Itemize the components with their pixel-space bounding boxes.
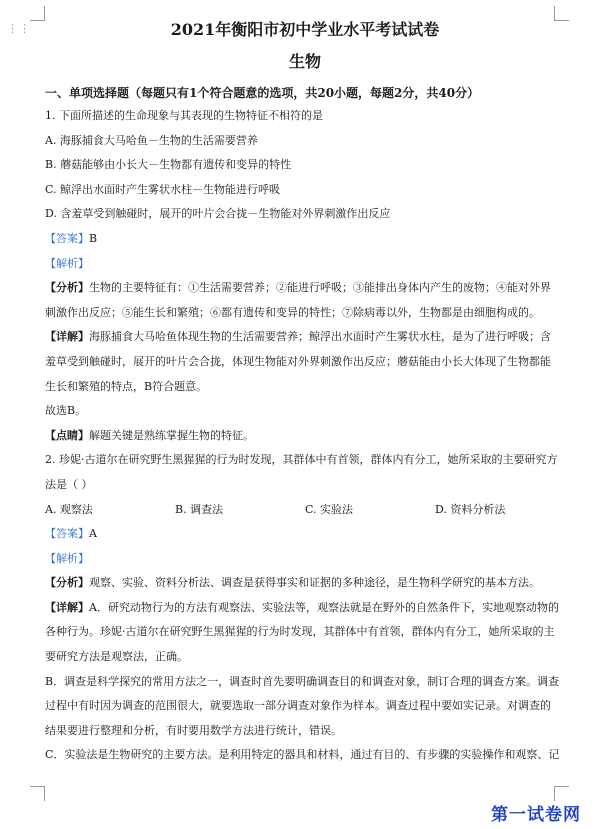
- document-page: [45, 14, 565, 768]
- q2-stem-line-1: 2. 珍妮·古道尔在研究野生黑猩猩的行为时发现，其群体中有首领，群体内有分工，她所采取的主要研究方: [45, 453, 558, 467]
- xiangjie-label: 【详解】: [45, 600, 89, 614]
- site-watermark: 第一试卷网: [491, 805, 581, 825]
- q2-fenxi: [45, 571, 565, 596]
- answer-value: B: [89, 231, 98, 245]
- page-title: 2021年衡阳市初中学业水平考试试卷: [170, 20, 440, 39]
- q2-answer: [45, 522, 565, 547]
- fenxi-label: 【分析】: [45, 281, 89, 295]
- xiangjie-text: 海豚捕食大马哈鱼体现生物的生活需要营养；鲸浮出水面时产生雾状水柱，是为了进行呼吸；含: [89, 330, 551, 344]
- q2-option-c: C. 实验法: [305, 502, 354, 516]
- crop-mark-bottom-right: [554, 786, 569, 801]
- q2-options: [45, 498, 565, 523]
- q1-answer: [45, 227, 565, 252]
- answer-value: A: [89, 527, 97, 541]
- q1-option-a: A. 海豚捕食大马哈鱼－生物的生活需要营养: [45, 133, 258, 147]
- q1-xiangjie-line-3: 生长和繁殖的特点，B符合题意。: [45, 379, 208, 393]
- crop-mark-bottom-left: [30, 786, 45, 801]
- q1-xiangjie-line-2: 羞草受到触碰时，展开的叶片会合拢，体现生物能对外界刺激作出反应；蘑菇能由小长大体现了生物都能: [45, 354, 551, 368]
- dianjing-label: 【点睛】: [45, 428, 89, 442]
- q2-stem-line-2: 法是（ ）: [45, 477, 93, 491]
- answer-label: 【答案】: [45, 527, 89, 541]
- q1-fenxi-line-1: [45, 276, 565, 301]
- q2-xiangjie-line-3: 要研究方法是观察法，正确。: [45, 650, 188, 664]
- fenxi-text: 生物的主要特征有：①生活需要营养；②能进行呼吸；③能排出身体内产生的废物；④能对外界: [89, 281, 551, 295]
- q1-analysis-label: 【解析】: [45, 256, 89, 270]
- q1-dianjing: [45, 424, 565, 449]
- section-heading: 一、单项选择题（每题只有1个符合题意的选项，共20小题，每题2分，共40分）: [45, 86, 480, 100]
- q2-option-d: D. 资料分析法: [435, 502, 506, 516]
- q1-option-b: B. 蘑菇能够由小长大－生物都有遗传和变异的特性: [45, 158, 292, 172]
- q1-fenxi-line-2: 刺激作出反应；⑤能生长和繁殖；⑥都有遗传和变异的特性；⑦除病毒以外，生物都是由细胞构成的。: [45, 305, 540, 319]
- q1-stem: 1. 下面所描述的生命现象与其表现的生物特征不相符的是: [45, 109, 323, 122]
- q2-xiangjie-line-2: 各种行为。珍妮·古道尔在研究野生黑猩猩的行为时发现，其群体中有首领，群体内有分工，她所采取的主: [45, 625, 555, 639]
- xiangjie-label: 【详解】: [45, 330, 89, 344]
- page-subtitle: 生物: [288, 52, 321, 71]
- fenxi-label: 【分析】: [45, 576, 89, 590]
- q1-xiangjie-line-1: [45, 325, 565, 350]
- dianjing-text: 解题关键是熟练掌握生物的特征。: [89, 428, 254, 442]
- q2-xiangjie-line-1: [45, 596, 565, 621]
- answer-label: 【答案】: [45, 231, 89, 245]
- drag-handle-icon[interactable]: ⋮⋮: [7, 22, 31, 35]
- q1-option-c: C. 鲸浮出水面时产生雾状水柱－生物能进行呼吸: [45, 182, 281, 196]
- fenxi-text: 观察、实验、资料分析法、调查是获得事实和证据的多种途径，是生物科学研究的基本方法。: [89, 576, 540, 590]
- q2-c-line-1: C．实验法是生物研究的主要方法。是利用特定的器具和材料，通过有目的、有步骤的实验操作和观察、记: [45, 748, 560, 762]
- q2-option-a: A. 观察法: [45, 502, 93, 516]
- q2-b-line-3: 结果要进行整理和分析，有时要用数学方法进行统计，错误。: [45, 723, 342, 737]
- q2-option-b: B. 调查法: [175, 502, 224, 516]
- q1-option-d: D. 含羞草受到触碰时，展开的叶片会合拢－生物能对外界刺激作出反应: [45, 207, 391, 221]
- xiangjie-text: A．研究动物行为的方法有观察法、实验法等，观察法就是在野外的自然条件下，实地观察动物的: [89, 600, 559, 614]
- q2-b-line-1: B．调查是科学探究的常用方法之一，调查时首先要明确调查目的和调查对象，制订合理的调查方案。调查: [45, 674, 560, 688]
- crop-mark-top-left: [30, 6, 45, 21]
- q2-b-line-2: 过程中有时因为调查的范围很大，就要选取一部分调查对象作为样本。调查过程中要如实记录。对调查的: [45, 699, 551, 713]
- q2-analysis-label: 【解析】: [45, 551, 89, 565]
- q1-conclusion: 故选B。: [45, 404, 87, 418]
